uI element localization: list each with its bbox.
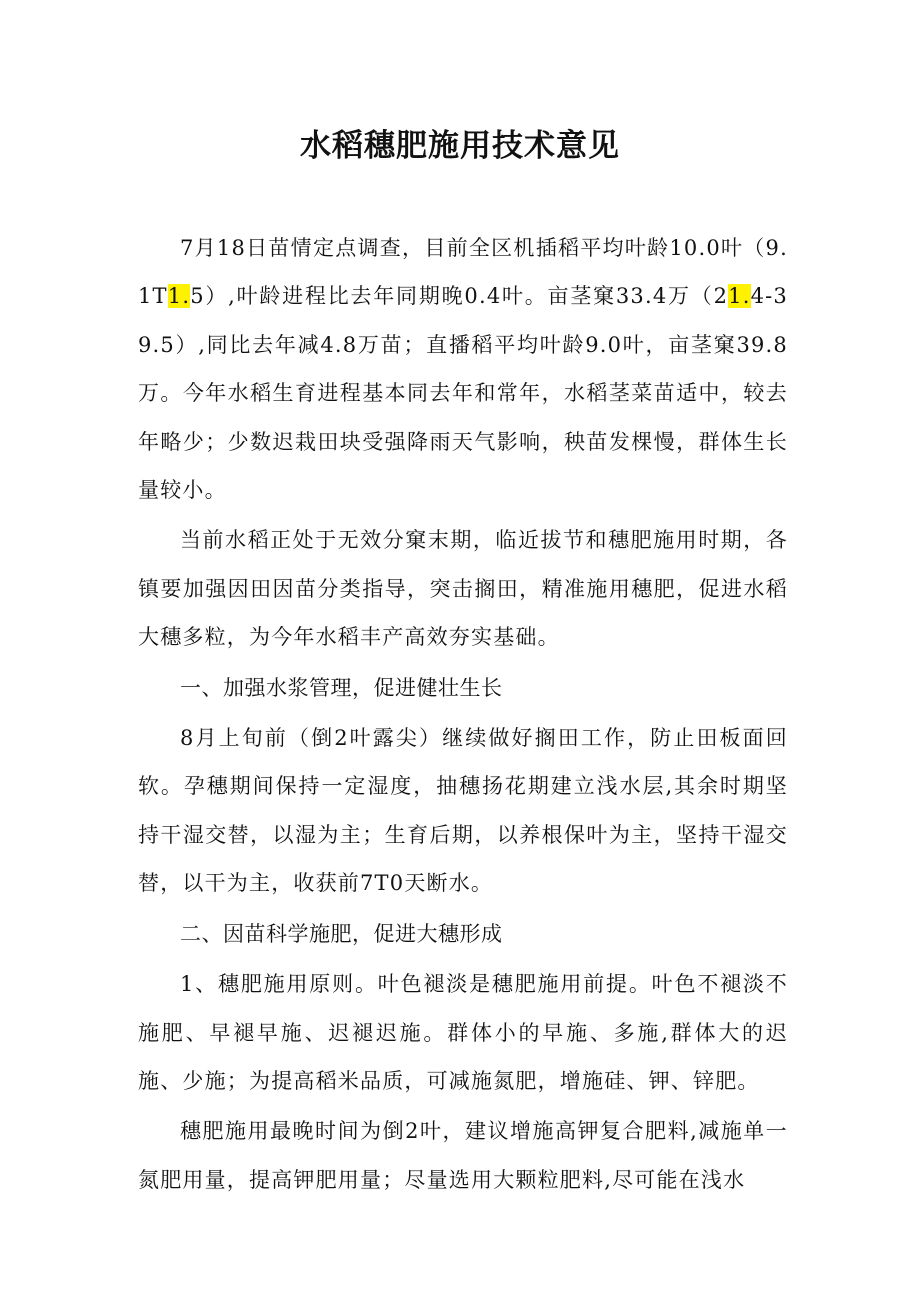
paragraph-current-stage: 当前水稻正处于无效分窠末期，临近拔节和穗肥施用时期，各镇要加强因田因苗分类指导，突击搁田，精准施用穗肥，促进水稻大穗多粒，为今年水稻丰产高效夯实基础。 [138, 528, 788, 650]
paragraph-fertilizer-timing: 穗肥施用最晚时间为倒2叶，建议增施高钾复合肥料,减施单一氮肥用量，提高钾肥用量；尽量选用大颗粒肥料,尽可能在浅水 [138, 1119, 788, 1192]
highlighted-text: 1. [167, 284, 191, 309]
document-title: 水稻穗肥施用技术意见 [300, 128, 620, 164]
paragraph-fertilizer-principle: 1、穗肥施用原则。叶色褪淡是穗肥施用前提。叶色不褪淡不施肥、早褪早施、迟褪迟施。群体小的早施、多施,群体大的迟施、少施；为提高稻米品质，可减施氮肥，增施硅、钾、锌肥。 [138, 972, 788, 1093]
paragraph-water-management: 8月上旬前（倒2叶露尖）继续做好搁田工作，防止田板面回软。孕穗期间保持一定湿度，抽穗扬花期建立浅水层,其余时期坚持干湿交替，以湿为主；生育后期，以养根保叶为主，坚持干湿交替，以干为主，收获前7T0天断水。 [138, 726, 788, 896]
highlighted-text: 1. [728, 284, 751, 309]
paragraph-text: 7月18日苗情定点调查，目前全区机插稻平均叶龄10.0叶（9.1T [138, 236, 788, 309]
paragraph-text: 5）,叶龄进程比去年同期晚0.4叶。亩茎窠33.4万（2 [190, 284, 729, 309]
paragraph-text: 4-39.5）,同比去年减4.8万苗；直播稻平均叶龄9.0叶，亩茎窠39.8万。今年水稻生育进程基本同去年和常年，水稻茎菜苗适中，较去年略少；少数迟栽田块受强降雨天气影响，秧苗发棵慢，群体生长量较小。 [138, 284, 788, 503]
paragraph-seedling-survey [138, 224, 788, 514]
document-body [138, 224, 788, 1204]
section-heading-water-management: 一、加强水浆管理，促进健壮生长 [180, 675, 503, 700]
section-heading-fertilization: 二、因苗科学施肥，促进大穗形成 [180, 921, 503, 946]
